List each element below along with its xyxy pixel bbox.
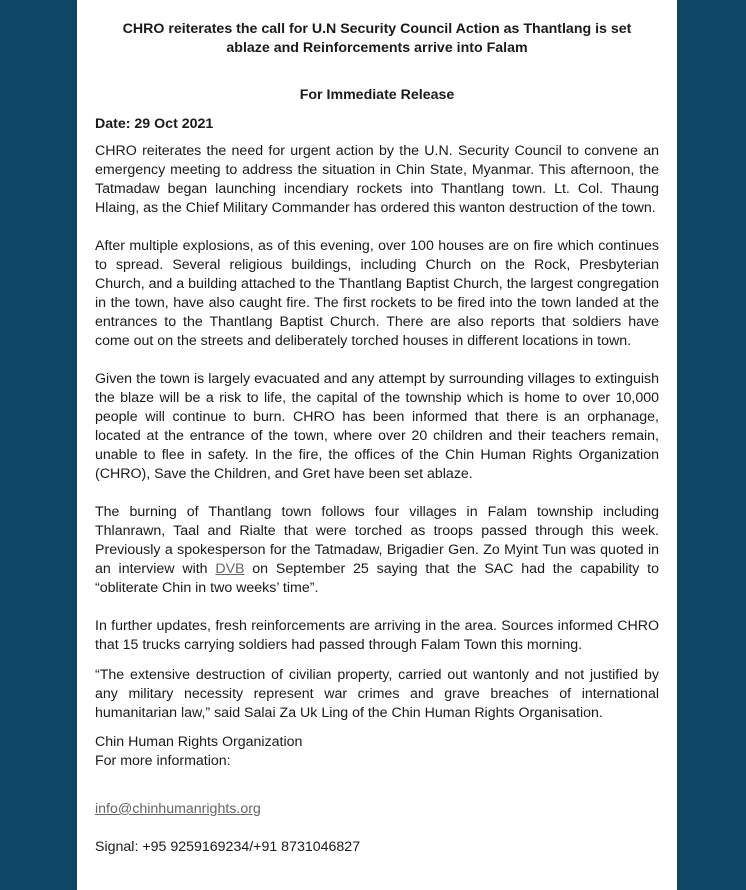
paragraph-1: CHRO reiterates the need for urgent action by the U.N. Security Council to convene an emergency meeting to address the situation in Chin State, Myanmar. This afternoon, the Tatmadaw began launching incendiary rockets into Thantlang town. Lt. Col. Thaung Hlaing, as the Chief Military Commander has ordered this wanton destruction of the town.: [95, 143, 659, 216]
paragraph-6: “The extensive destruction of civilian property, carried out wantonly and not justified by any military necessity represent war crimes and grave breaches of international humanitarian law,” said Salai Za Uk Ling of the Chin Human Rights Organisation.: [95, 667, 659, 721]
paragraph-2: After multiple explosions, as of this evening, over 100 houses are on fire which continues to spread. Several religious buildings, including Church on the Rock, Presbyterian Church, and a building attached to the Thantlang Baptist Church, the largest congregation in the town, have also caught fire. The first rockets to be fired into the town landed at the entrances to the Thantlang Baptist Church. There are also reports that soldiers have come out on the streets and deliberately torched houses in different locations in town.: [95, 238, 659, 349]
release-date: Date: 29 Oct 2021: [95, 116, 214, 132]
paragraph-4-text-end: on September 25 saying that the SAC had the capability to “obliterate Chin in two weeks’ time”.: [95, 561, 659, 596]
email-link[interactable]: info@chinhumanrights.org: [95, 801, 261, 817]
release-label: For Immediate Release: [299, 87, 455, 103]
organization-name: Chin Human Rights Organization: [95, 734, 303, 750]
more-info-label: For more information:: [95, 753, 231, 769]
dvb-link[interactable]: DVB: [215, 561, 245, 577]
press-release-sheet: [77, 0, 677, 890]
email-line: [95, 800, 659, 819]
signal-contact: Signal: +95 9259169234/+91 8731046827: [95, 839, 361, 855]
paragraph-4: [95, 503, 659, 598]
paragraph-3: Given the town is largely evacuated and any attempt by surrounding villages to extinguish the blaze will be a risk to life, the capital of the township which is home to over 10,000 people will continue to burn. CHRO has been informed that there is an orphanage, located at the entrance of the town, where over 20 children and their teachers remain, unable to flee in safety. In the fire, the offices of the Chin Human Rights Organization (CHRO), Save the Children, and Gret have been set ablaze.: [95, 371, 659, 482]
paragraph-4-text-start: The burning of Thantlang town follows four villages in Falam township including Thlanrawn, Taal and Rialte that were torched as troops passed through this week. Previously a spokesperson for the Tatmadaw, Brigadier Gen. Zo Myint Tun was quoted in an interview with: [95, 504, 659, 577]
page-title: CHRO reiterates the call for U.N Security Council Action as Thantlang is set ablaze and Reinforcements arrive into Falam: [122, 21, 632, 56]
paragraph-5: In further updates, fresh reinforcements are arriving in the area. Sources informed CHRO that 15 trucks carrying soldiers had passed through Falam Town this morning.: [95, 618, 659, 653]
